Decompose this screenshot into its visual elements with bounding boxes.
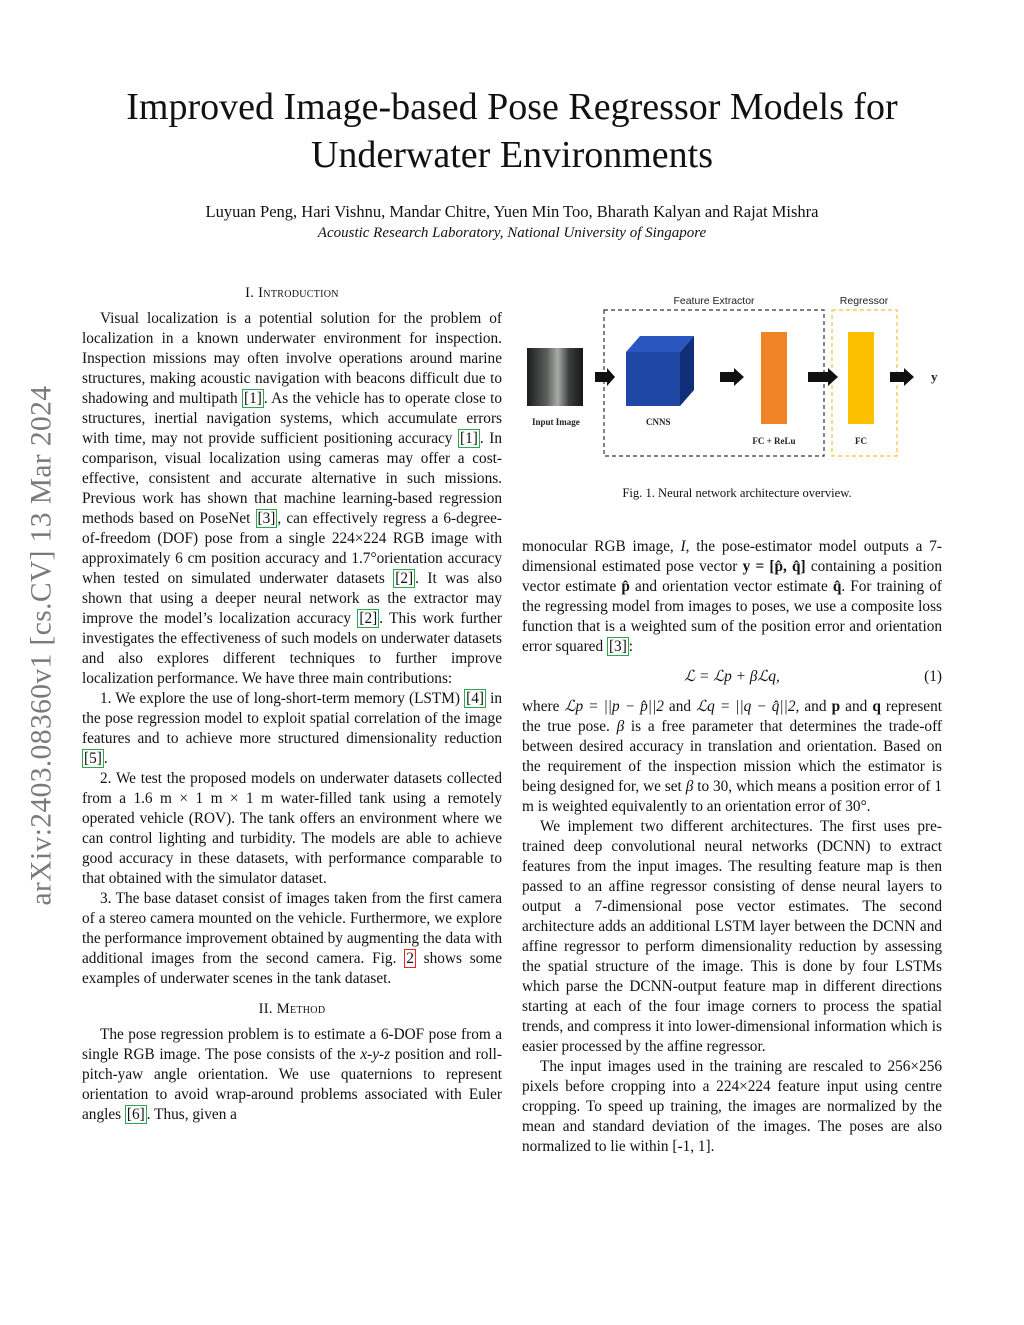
architecture-paragraph: We implement two different architectures. The first uses pre-trained deep convolutional neural networks (DCNN) to extract features from the input images. The resulting feature map is then passed to an affine regressor consisting of dense neural layers to output a 7-dimensional pose vector estimates. The second architecture adds an additional LSTM layer between the DCNN and affine regressor to perform dimensionality reduction by assessing the spatial structure of the image. This is done by four LSTMs which parse the DCNN-output feature map in different directions starting at each of the four image corners to process the spatial trends, and compress it into lower-dimensional information which is easier processed by the affine regressor. — [522, 818, 942, 1055]
citation-link[interactable]: [1] — [460, 430, 478, 447]
input-image-thumbnail — [527, 348, 583, 406]
left-column — [82, 283, 502, 1125]
section-heading-introduction: I. Introduction — [245, 285, 339, 301]
architecture-figure — [522, 290, 952, 510]
fc-relu-label: FC + ReLu — [752, 436, 796, 446]
citation-link[interactable]: [2] — [359, 610, 378, 627]
contribution-1: 1. We explore the use of long-short-term memory (LSTM) [4] in the pose regression model to exploit spatial correlation of the image features and to achieve more structured dimensionality reduction [5] . — [82, 690, 502, 767]
figure-caption: Fig. 1. Neural network architecture overview. — [622, 486, 852, 500]
affiliation: Acoustic Research Laboratory, National University of Singapore — [317, 225, 707, 241]
title-line-1: Improved Image-based Pose Regressor Models for — [126, 86, 898, 128]
section-heading-method: II. Method — [258, 1001, 326, 1017]
arrow-icon — [890, 368, 914, 386]
equation-number: (1) — [924, 668, 942, 685]
equation-expression: ℒ = ℒp + βℒq, — [684, 668, 780, 685]
author-list: Luyuan Peng, Hari Vishnu, Mandar Chitre, Yuen Min Too, Bharath Kalyan and Rajat Mishra — [205, 202, 819, 221]
regressor-label: Regressor — [839, 295, 889, 307]
title-line-2: Underwater Environments — [310, 134, 714, 176]
architecture-diagram — [522, 290, 952, 480]
citation-link[interactable]: [4] — [466, 690, 484, 707]
figure-link[interactable]: 2 — [406, 950, 414, 967]
cnns-label: CNNS — [646, 417, 671, 427]
input-image-label: Input Image — [532, 417, 580, 427]
citation-link[interactable]: [5] — [84, 750, 102, 767]
fc-relu-layer — [761, 332, 787, 424]
feature-extractor-label: Feature Extractor — [673, 295, 755, 307]
contribution-3: 3. The base dataset consist of images taken from the first camera of a stereo camera mounted on the vehicle. Furthermore, we explore the performance improvement obtained by augmenting the data with additional images from the second camera. Fig. 2 shows some examples of underwater scenes in the tank dataset. — [82, 890, 502, 987]
intro-paragraph: Visual localization is a potential solution for the problem of localization in a known underwater environment for inspection. Inspection missions may often involve operations around marine structures, making acoustic navigation with beacons difficult due to shadowing and multipath [1] . As the vehicle has to operate close to structures, inertial navigation systems, which accumulate errors with time, may not provide sufficient positioning accuracy [1] . In comparison, visual localization using cameras may offer a cost-effective, consistent and accurate alternative in such missions. Previous work has shown that machine learning-based regression methods based on PoseNet [3] , can effectively regress a 6-degree-of-freedom (DOF) pose from a single 224×224 RGB image with approximately 6 cm position accuracy and 1.7°orientation accuracy when tested on simulated underwater datasets [2] . It was also shown that using a deeper neural network as the extractor may improve the model’s localization accuracy [2] . This work further investigates the effectiveness of such models on underwater datasets and also explores different techniques to further improve localization performance. We have three main contributions: — [82, 310, 503, 687]
citation-link[interactable]: [1] — [244, 390, 262, 407]
arrow-icon — [720, 368, 744, 386]
fc-layer — [848, 332, 874, 424]
citation-link[interactable]: [6] — [126, 1106, 145, 1123]
citation-link[interactable]: [3] — [257, 510, 276, 527]
arrow-icon — [595, 368, 615, 386]
input-preprocessing-paragraph: The input images used in the training are rescaled to 256×256 pixels before cropping into a 224×224 feature input using centre cropping. To speed up training, the images are normalized by the mean and standard deviation of the images. The poses are also normalized to lie within [-1, 1]. — [522, 1058, 942, 1155]
equation-explanation: where ℒp = ||p − p̂||2 and ℒq = ||q − q̂||2, and p and q represent the true pose. β is a free parameter that determines the trade-off between desired accuracy in translation and orientation. Based on the requirement of the inspection mission which the estimator is being designed for, we set β to 30, which means a position error of 1 m is weighted equivalently to an orientation error of 30°. — [522, 698, 942, 815]
cnn-cube-front — [626, 352, 680, 406]
method-paragraph: The pose regression problem is to estimate a 6-DOF pose from a single RGB image. The pose consists of the x-y-z position and roll-pitch-yaw angle orientation. We use quaternions to represent orientation to avoid wrap-around problems associated with Euler angles [6] . Thus, given a — [82, 1026, 502, 1123]
output-label: y — [931, 369, 938, 384]
loss-equation — [522, 667, 942, 687]
method-paragraph-continued: monocular RGB image, I, the pose-estimator model outputs a 7-dimensional estimated pose vector y = [p̂, q̂] containing a position vector estimate p̂ and orientation vector estimate q̂. For training of the regressing model from images to poses, we use a composite loss function that is a weighted sum of the position error and orientation error squared [3] : — [522, 538, 942, 655]
arxiv-watermark: arXiv:2403.08360v1 [cs.CV] 13 Mar 2024 — [25, 385, 58, 905]
right-column — [522, 537, 942, 1157]
paper-title — [60, 83, 964, 179]
arrow-icon — [808, 368, 838, 386]
fc-label: FC — [855, 436, 867, 446]
contribution-2: 2. We test the proposed models on underwater datasets collected from a 1.6 m × 1 m × 1 m water-filled tank using a remotely operated vehicle (ROV). The tank offers an environment where we can control lighting and turbidity. The models are able to achieve good accuracy in these datasets, with performance comparable to that obtained with the simulator dataset. — [82, 770, 502, 887]
citation-link[interactable]: [3] — [608, 638, 627, 655]
citation-link[interactable]: [2] — [395, 570, 414, 587]
